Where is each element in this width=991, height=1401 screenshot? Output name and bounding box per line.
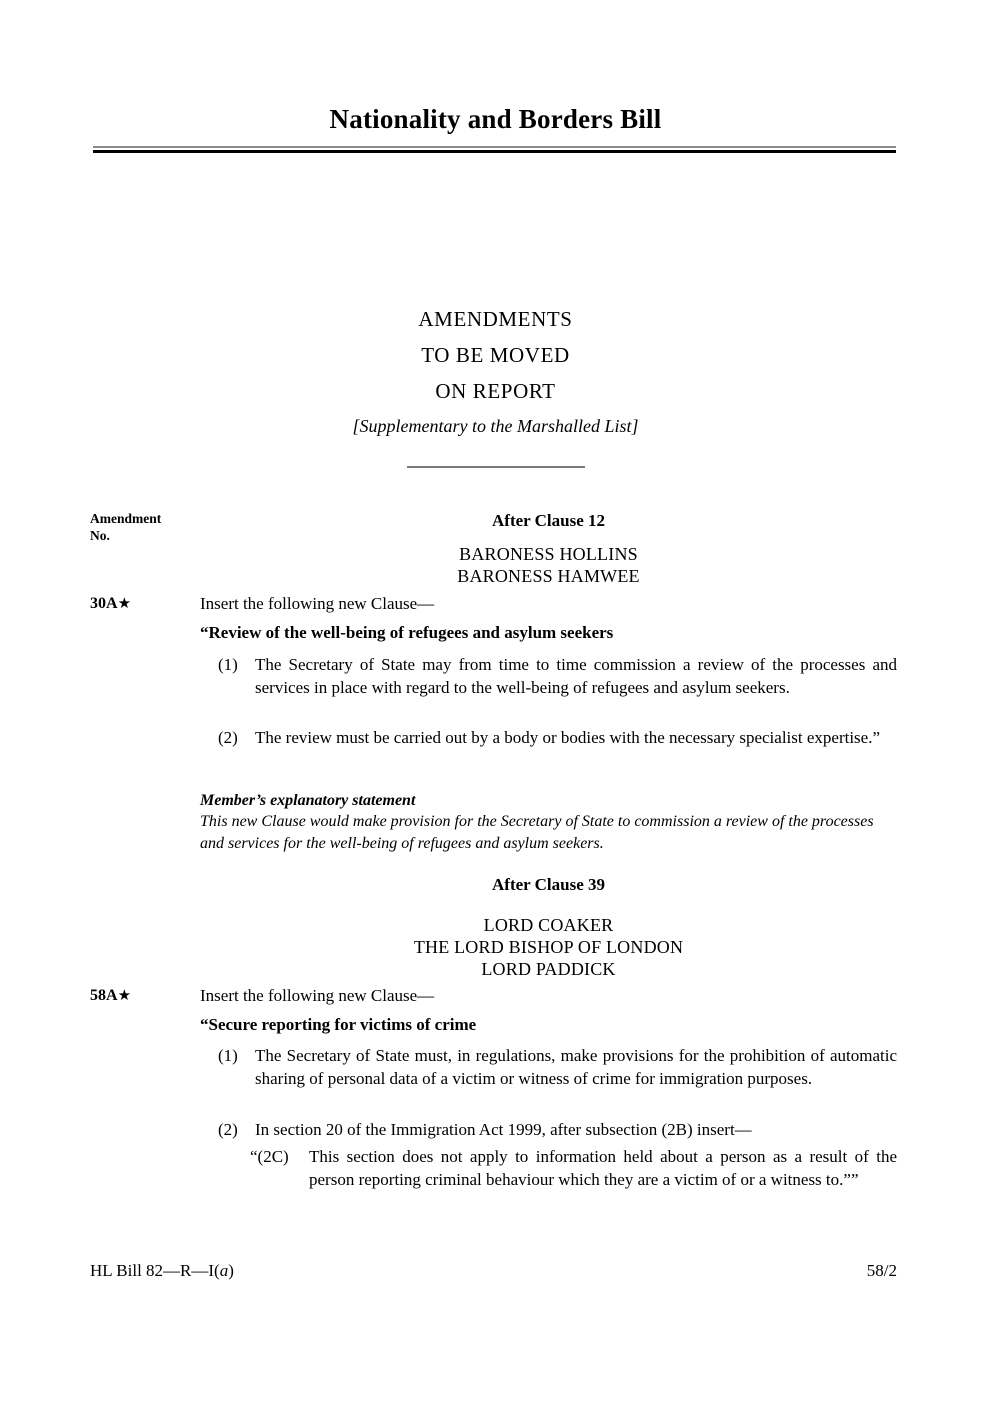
amendment-no-label-line1: Amendment [90, 511, 162, 526]
sponsor-name: LORD COAKER [483, 915, 614, 935]
new-clause-title-1: “Review of the well-being of refugees and asylum seekers [200, 623, 614, 642]
paragraph-text: The Secretary of State may from time to time commission a review of the processes and services in place with regard to the well-being of refugees and asylum seekers. [255, 655, 897, 698]
clause-header-after-clause-12: After Clause 12 [492, 511, 605, 530]
star-icon: ★ [117, 988, 132, 1004]
paragraph-text: The Secretary of State must, in regulations, make provisions for the prohibition of automatic sharing of personal data of a victim or witness of crime for immigration purposes. [255, 1046, 897, 1089]
heading-amendments: AMENDMENTS [418, 307, 573, 331]
insert-instruction-1: Insert the following new Clause— [200, 594, 435, 613]
sponsor-name: LORD PADDICK [481, 958, 616, 979]
title-divider-rule [93, 146, 896, 153]
clause-paragraph [218, 1044, 897, 1091]
explanatory-statement-1 [200, 790, 897, 854]
insert-instruction-2: Insert the following new Clause— [200, 986, 435, 1005]
heading-on-report: ON REPORT [435, 379, 556, 403]
clause-paragraph [218, 726, 897, 749]
sponsor-name: BARONESS HAMWEE [457, 565, 640, 586]
star-icon: ★ [117, 596, 132, 612]
paragraph-text: This section does not apply to information held about a person as a result of the person reporting criminal behaviour which they are a victim of or a witness to.”” [309, 1147, 897, 1190]
bill-reference-prefix: HL Bill 82—R—I( [90, 1261, 220, 1280]
clause-paragraph [218, 1118, 897, 1141]
paragraph-text: In section 20 of the Immigration Act 1999, after subsection (2B) insert— [255, 1120, 752, 1139]
title-rule-thick [93, 150, 896, 153]
amendment-number-58a [90, 986, 131, 1005]
new-clause-title-2: “Secure reporting for victims of crime [200, 1015, 477, 1034]
amendment-no-label-line2: No. [90, 527, 110, 543]
amendment-number-text: 58A [90, 987, 118, 1004]
sponsor-list-2 [200, 915, 897, 980]
bill-reference-suffix: ) [228, 1261, 234, 1280]
sponsor-list-1 [200, 544, 897, 588]
section-divider [407, 466, 585, 468]
amendment-number-30a [90, 594, 131, 613]
paragraph-marker: (2) [218, 728, 238, 747]
heading-supplementary-note: [Supplementary to the Marshalled List] [352, 416, 639, 436]
explanatory-statement-body: This new Clause would make provision for the Secretary of State to commission a review of the processes and services for the well-being of refugees and asylum seekers. [200, 813, 874, 852]
paragraph-marker: (1) [218, 1046, 238, 1065]
sponsor-name: THE LORD BISHOP OF LONDON [413, 936, 684, 957]
sponsor-name: BARONESS HOLLINS [459, 544, 638, 564]
amendment-number-text: 30A [90, 595, 118, 612]
paragraph-marker: (2) [218, 1120, 238, 1139]
nested-inserted-subsection [250, 1145, 897, 1192]
page-number: 58/2 [866, 1261, 897, 1280]
heading-to-be-moved: TO BE MOVED [421, 343, 570, 367]
paragraph-marker: “(2C) [250, 1147, 289, 1166]
page-title: Nationality and Borders Bill [329, 104, 662, 134]
paragraph-marker: (1) [218, 655, 238, 674]
clause-paragraph [218, 653, 897, 700]
clause-header-after-clause-39: After Clause 39 [492, 875, 605, 894]
paragraph-text: The review must be carried out by a body or bodies with the necessary specialist expertise.” [255, 728, 881, 747]
bill-reference-italic: a [219, 1261, 229, 1280]
explanatory-statement-title: Member’s explanatory statement [200, 792, 416, 809]
bill-reference [90, 1261, 234, 1281]
amendment-no-column-label [90, 511, 200, 545]
